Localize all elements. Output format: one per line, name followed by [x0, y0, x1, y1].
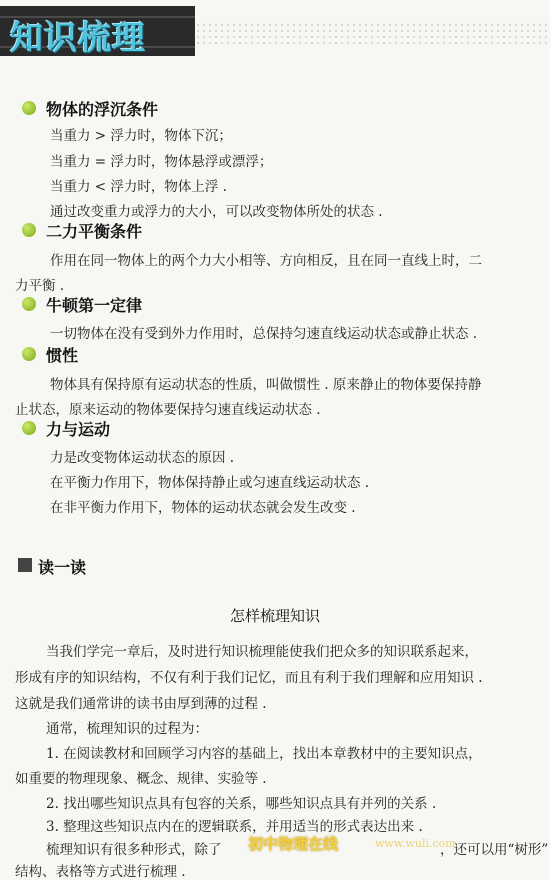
square-marker-icon — [18, 558, 32, 572]
section-text-line: 当重力 > 浮力时，物体下沉； — [50, 128, 232, 144]
section-banner — [0, 6, 195, 56]
section-text-line: 当重力 = 浮力时，物体悬浮或漂浮； — [50, 154, 273, 170]
section-text-line: 当重力 < 浮力时，物体上浮 . — [50, 179, 227, 195]
article-line: 通常，梳理知识的过程为： — [46, 721, 208, 737]
green-bullet-icon — [22, 101, 36, 115]
read-more-label: 读一读 — [38, 558, 87, 577]
section-text-line: 作用在同一物体上的两个力大小相等、方向相反，且在同一直线上时，二 — [50, 253, 482, 269]
section-text-line: 一切物体在没有受到外力作用时，总保持匀速直线运动状态或静止状态 . — [50, 326, 478, 342]
section-text-line: 物体具有保持原有运动状态的性质，叫做惯性 . 原来静止的物体要保持静 — [50, 377, 482, 393]
article-line: 3. 整理这些知识点内在的逻辑联系，并用适当的形式表达出来 . — [46, 819, 423, 835]
article-line: 2. 找出哪些知识点具有包容的关系，哪些知识点具有并列的关系 . — [46, 796, 437, 812]
section-text-line: 在非平衡力作用下，物体的运动状态就会发生改变 . — [50, 500, 356, 516]
article-line: 梳理知识有很多种形式，除了 — [46, 842, 222, 858]
green-bullet-icon — [22, 297, 36, 311]
watermark-url: www.wuli.com — [375, 837, 456, 850]
section-heading: 二力平衡条件 — [46, 222, 143, 241]
section-heading: 惯性 — [46, 346, 79, 365]
section-heading: 力与运动 — [46, 420, 111, 439]
article-line: 形成有序的知识结构，不仅有利于我们记忆，而且有利于我们理解和应用知识 . — [15, 670, 483, 686]
green-bullet-icon — [22, 347, 36, 361]
section-text-line: 止状态，原来运动的物体要保持匀速直线运动状态 . — [15, 402, 321, 418]
article-line: 1. 在阅读教材和回顾学习内容的基础上，找出本章教材中的主要知识点， — [46, 746, 482, 762]
article-line-tail: ，还可以用“树形” — [440, 842, 549, 858]
watermark-logo: 初中物理在线 — [248, 835, 339, 853]
section-heading: 物体的浮沉条件 — [46, 100, 159, 119]
section-text-line: 力平衡 . — [15, 278, 65, 294]
banner-title: 知识梳理 — [10, 18, 146, 57]
article-line: 结构、表格等方式进行梳理 . — [15, 864, 186, 880]
section-text-line: 力是改变物体运动状态的原因 . — [50, 450, 235, 466]
section-text-line: 通过改变重力或浮力的大小，可以改变物体所处的状态 . — [50, 204, 383, 220]
green-bullet-icon — [22, 421, 36, 435]
article-line: 如重要的物理现象、概念、规律、实验等 . — [15, 771, 267, 787]
section-heading: 牛顿第一定律 — [46, 296, 143, 315]
section-text-line: 在平衡力作用下，物体保持静止或匀速直线运动状态 . — [50, 475, 370, 491]
article-line: 当我们学完一章后，及时进行知识梳理能使我们把众多的知识联系起来， — [46, 644, 478, 660]
article-line: 这就是我们通常讲的读书由厚到薄的过程 . — [15, 696, 267, 712]
green-bullet-icon — [22, 223, 36, 237]
article-title: 怎样梳理知识 — [229, 607, 320, 625]
decorative-dot-pattern — [195, 22, 550, 48]
